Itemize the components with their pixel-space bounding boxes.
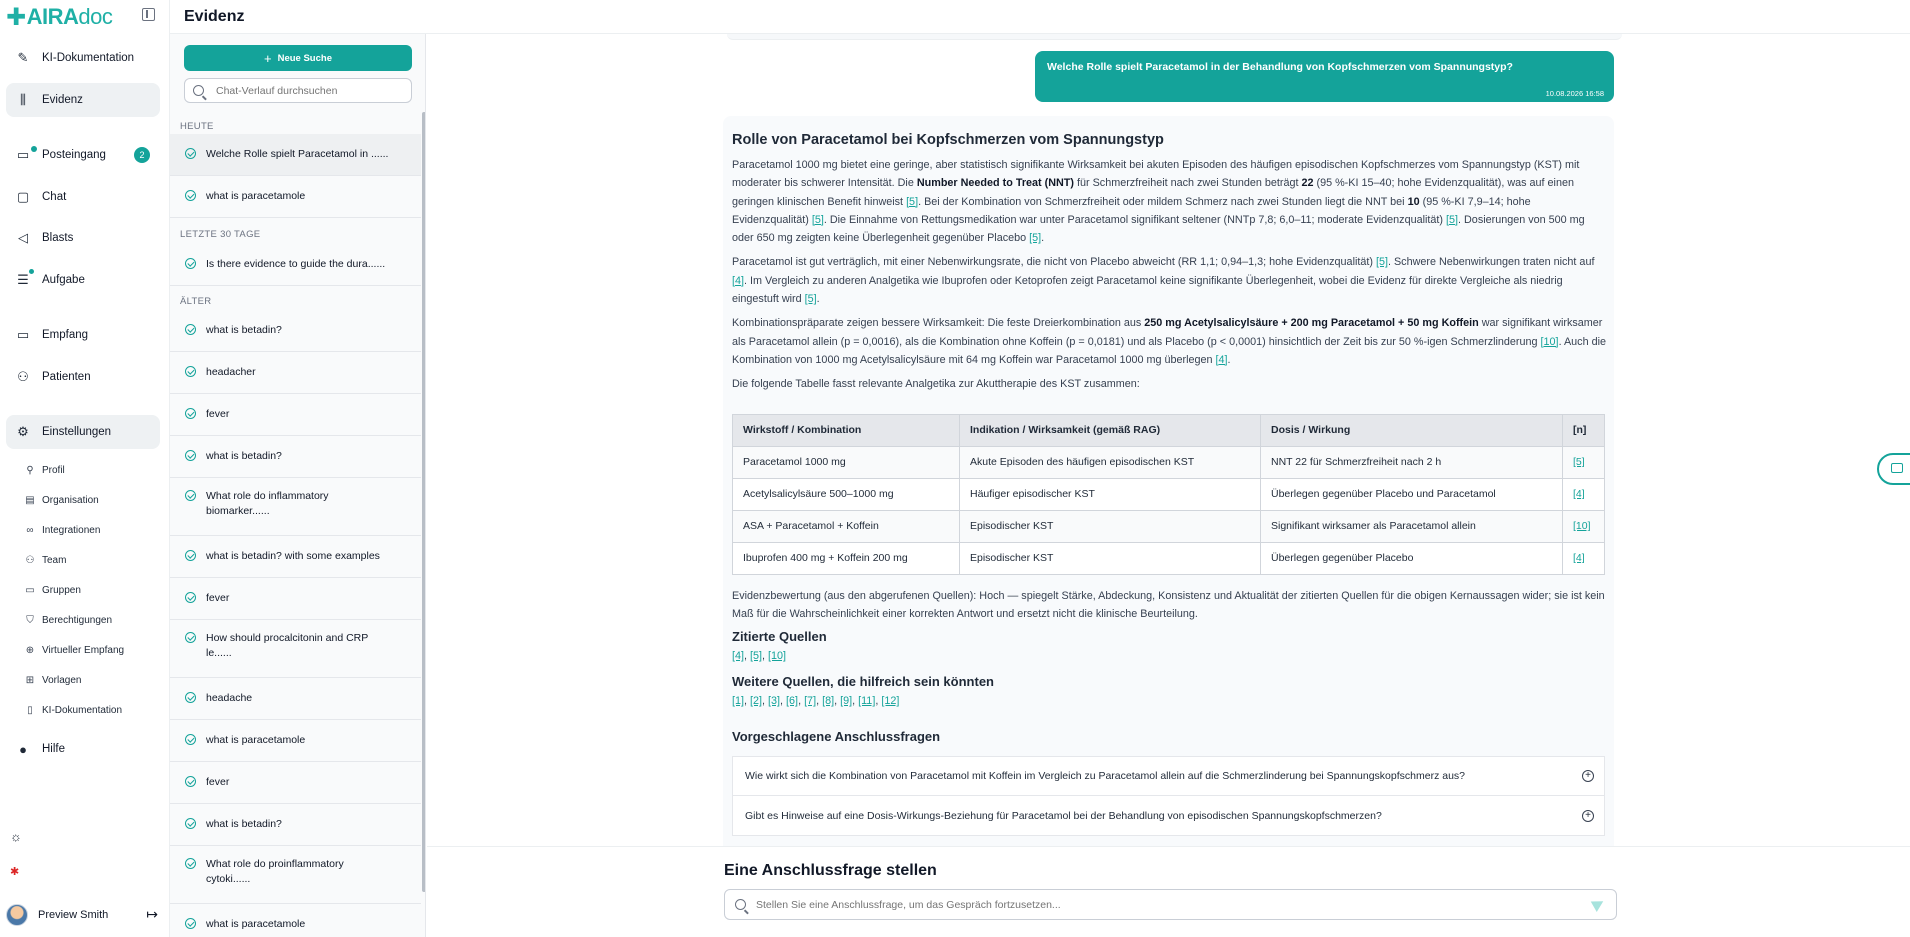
text: Kombinationspräparate zeigen bessere Wirksamkeit: Die feste Dreierkombination aus: [732, 317, 1145, 330]
link-icon: ∞: [26, 524, 34, 536]
nav-label: Evidenz: [42, 94, 83, 106]
bold-text: Number Needed to Treat (NNT): [916, 177, 1074, 190]
message-timestamp: 10.08.2026 16:58: [1545, 89, 1604, 98]
table-cell: Episodischer KST: [960, 510, 1261, 542]
inbox-count-badge: 2: [134, 147, 150, 163]
history-item[interactable]: [170, 678, 421, 720]
lightbulb-icon: ●: [19, 741, 27, 757]
table-cell: Ibuprofen 400 mg + Koffein 200 mg: [733, 542, 960, 574]
citation-link[interactable]: [5]: [1029, 232, 1042, 245]
new-search-label: Neue Suche: [277, 52, 332, 64]
citation-link[interactable]: [10]: [1573, 520, 1591, 533]
table-cell: Überlegen gegenüber Placebo und Paracetamol: [1261, 478, 1563, 510]
chat-icon: ▢: [16, 189, 30, 204]
citation-link[interactable]: [5]: [1446, 213, 1459, 226]
settings-label: Virtueller Empfang: [42, 644, 125, 656]
nav-label: Blasts: [42, 232, 74, 244]
citation-link[interactable]: [5]: [1573, 456, 1585, 469]
history-item[interactable]: [170, 394, 421, 436]
history-item-text: Is there evidence to guide the dura......: [206, 258, 386, 270]
check-circle-icon: [185, 366, 196, 377]
new-search-button[interactable]: [184, 45, 412, 71]
user-name: Preview Smith: [38, 909, 109, 921]
citation-link[interactable]: [4]: [732, 274, 745, 287]
followup-input[interactable]: [756, 899, 1576, 911]
nav-label: Empfang: [42, 329, 89, 341]
citation-link[interactable]: [4]: [732, 650, 745, 663]
history-item-text: What role do proinflammatory cytoki......: [206, 858, 344, 885]
monitor-icon: ▭: [16, 327, 30, 342]
citation-link[interactable]: [4]: [1573, 552, 1585, 565]
bold-text: 10: [1407, 195, 1420, 208]
settings-label: Organisation: [42, 494, 99, 506]
check-circle-icon: [185, 190, 196, 201]
citation-link[interactable]: [1]: [732, 695, 745, 708]
table-header: Wirkstoff / Kombination: [733, 414, 960, 446]
building-icon: ▤: [25, 494, 35, 506]
history-item-text: what is betadin? with some examples: [206, 550, 380, 562]
answer-card: [723, 116, 1614, 876]
check-circle-icon: [185, 324, 196, 335]
citation-link[interactable]: [10]: [768, 650, 787, 663]
settings-item-integrationen[interactable]: [24, 519, 100, 541]
citation-link[interactable]: [5]: [906, 195, 919, 208]
history-item-text: Welche Rolle spielt Paracetamol in ......: [206, 148, 389, 160]
shield-icon: ⛉: [26, 614, 34, 626]
app-logo[interactable]: [6, 3, 112, 31]
table-cell: Signifikant wirksamer als Paracetamol allein: [1261, 510, 1563, 542]
table-cell: Paracetamol 1000 mg: [733, 446, 960, 478]
settings-label: Integrationen: [42, 524, 101, 536]
history-item[interactable]: [170, 244, 421, 286]
citation-link[interactable]: [11]: [858, 695, 876, 708]
nav-label: Posteingang: [42, 149, 106, 161]
text: .: [1227, 353, 1231, 366]
history-item[interactable]: [170, 804, 421, 846]
plus-circle-icon: +: [1582, 770, 1594, 782]
history-item-text: How should procalcitonin and CRP le......: [206, 632, 369, 659]
logo-text-doc: doc: [78, 4, 113, 29]
history-item-text: what is betadin?: [206, 324, 282, 336]
megaphone-icon: ◁: [18, 230, 28, 245]
history-item-text: what is paracetamole: [206, 918, 306, 930]
table-header: Indikation / Wirksamkeit (gemäß RAG): [960, 414, 1261, 446]
check-circle-icon: [185, 776, 196, 787]
history-item[interactable]: [170, 478, 421, 536]
history-item[interactable]: [170, 578, 421, 620]
text: war signifikant wirksamer als Paracetamol allein (p = 0,0016), als die Kombination ohne Koffein (p = 0,0181) und als Placebo (p < 0,0001) hinsichtlich der Zeit bis zur 50 %-igen Schmerzlinderung: [732, 317, 1603, 348]
history-item[interactable]: [170, 846, 421, 904]
cited-sources-title: Zitierte Quellen: [732, 629, 827, 645]
logo-cross: ✚: [6, 3, 26, 31]
settings-item-profil[interactable]: [24, 459, 65, 481]
send-icon[interactable]: [1591, 896, 1607, 912]
robot-icon: [1891, 463, 1903, 473]
nav-label: Chat: [42, 191, 67, 203]
more-sources: [1], [2], [3], [6], [7], [8], [9], [11], [12]: [732, 695, 900, 708]
history-item[interactable]: [170, 310, 421, 352]
text: .: [1041, 232, 1045, 245]
history-scrollbar[interactable]: [422, 112, 426, 892]
check-circle-icon: [185, 550, 196, 561]
group-label-last30: LETZTE 30 TAGE: [180, 229, 261, 240]
citation-link[interactable]: [4]: [1573, 488, 1585, 501]
library-icon: ⫼: [20, 92, 26, 107]
history-item[interactable]: [170, 904, 421, 937]
answer-title: Rolle von Paracetamol bei Kopfschmerzen vom Spannungstyp: [732, 132, 1164, 148]
table-header-row: [733, 414, 1605, 446]
table-cell: [1563, 446, 1605, 478]
bold-text: 22: [1301, 177, 1314, 190]
settings-item-berechtigungen[interactable]: [24, 609, 112, 631]
table-cell: ASA + Paracetamol + Koffein: [733, 510, 960, 542]
user-icon: ⚲: [26, 464, 34, 476]
group-label-today: HEUTE: [180, 121, 214, 132]
answer-paragraph-3: [732, 314, 1606, 369]
answer-paragraph-1: [732, 156, 1606, 247]
search-icon: [735, 899, 746, 910]
table-cell: [1563, 510, 1605, 542]
history-item-text: what is paracetamole: [206, 734, 306, 746]
nav-label: Patienten: [42, 371, 91, 383]
citation-link[interactable]: [2]: [750, 695, 763, 708]
avatar: [6, 904, 28, 926]
history-item[interactable]: [170, 352, 421, 394]
check-circle-icon: [185, 632, 196, 643]
check-circle-icon: [185, 490, 196, 501]
citation-link[interactable]: [5]: [1375, 256, 1388, 269]
table-row: [733, 478, 1605, 510]
sidebar-collapse-icon[interactable]: [142, 8, 155, 21]
text: . Dosierungen von 500 mg oder 650 mg zeigten keine Überlegenheit gegenüber Placebo: [732, 213, 1585, 245]
evidence-rating: Evidenzbewertung (aus den abgerufenen Quellen): Hoch — spiegelt Stärke, Abdeckung, Konsistenz und Aktualität der zitierten Quellen für die obigen Kernaussagen wider; sie ist kein Maß für die Wahrscheinlichkeit einer korrekten Antwort und ersetzt nicht die klinische Beurteilung.: [732, 589, 1605, 620]
user-profile[interactable]: [6, 902, 164, 928]
page-title: Evidenz: [184, 8, 245, 25]
table-header: [n]: [1563, 414, 1605, 446]
logout-icon[interactable]: ↦: [146, 906, 158, 922]
settings-label: KI-Dokumentation: [42, 704, 123, 716]
previous-message-edge: [727, 34, 1622, 40]
table-row: [733, 542, 1605, 574]
table-cell: [1563, 478, 1605, 510]
nav-label: Einstellungen: [42, 426, 112, 438]
globe-icon: ⊕: [25, 644, 35, 656]
text: . Bei der Kombination von Schmerzfreiheit oder mildem Schmerz nach zwei Stunden liegt die NNT bei: [918, 195, 1408, 208]
history-item[interactable]: [170, 620, 421, 678]
history-item[interactable]: [170, 134, 421, 176]
citation-link[interactable]: [3]: [768, 695, 781, 708]
settings-label: Gruppen: [42, 584, 81, 596]
history-item-text: headache: [206, 692, 253, 704]
nav-item-ki-dokumentation[interactable]: [6, 41, 160, 75]
analgesics-table: [732, 414, 1605, 575]
theme-toggle-sun-icon[interactable]: ☼: [10, 829, 22, 844]
citation-link[interactable]: [9]: [840, 695, 853, 708]
text: .: [816, 293, 820, 306]
table-row: [733, 510, 1605, 542]
text: . Auch die Kombination von 1000 mg Acetylsalicylsäure mit 64 mg Koffein war Paracetamol 1000 mg überlegen: [732, 335, 1606, 366]
check-circle-icon: [185, 692, 196, 703]
table-intro: Die folgende Tabelle fasst relevante Analgetika zur Akuttherapie des KST zusammen:: [732, 378, 1140, 391]
citation-link[interactable]: [12]: [881, 695, 900, 708]
history-item-text: What role do inflammatory biomarker......: [206, 490, 329, 517]
history-item[interactable]: [170, 436, 421, 478]
plus-icon: +: [264, 50, 272, 66]
citation-link[interactable]: [6]: [786, 695, 799, 708]
citation-link[interactable]: [5]: [750, 650, 763, 663]
text: . Die Einnahme von Rettungsmedikation war unter Paracetamol signifikant seltener (NNTp 7,8; 6,0–11; moderate Evidenzqualität): [823, 213, 1446, 226]
chat-history-panel: [170, 34, 426, 937]
bold-text: 250 mg Acetylsalicylsäure + 200 mg Paracetamol + 50 mg Koffein: [1144, 317, 1479, 330]
template-icon: ⊞: [25, 674, 35, 686]
folder-icon: ▭: [25, 584, 35, 596]
settings-label: Vorlagen: [42, 674, 82, 686]
document-icon: ▯: [27, 704, 33, 716]
history-item[interactable]: [170, 536, 421, 578]
nav-label: Aufgabe: [42, 274, 85, 286]
text: (95 %-KI 7,9–14; hohe Evidenzqualität): [732, 195, 1531, 226]
history-search-input[interactable]: [216, 85, 396, 97]
check-circle-icon: [185, 858, 196, 869]
nav-item-empfang[interactable]: [6, 318, 160, 352]
settings-item-vorlagen[interactable]: [24, 669, 81, 691]
history-item-text: fever: [206, 408, 230, 420]
text: Paracetamol ist gut verträglich, mit einer Nebenwirkungsrate, die nicht von Placebo abweicht (RR 1,1; 0,94–1,3; hohe Evidenzqualität): [732, 256, 1376, 269]
citation-link[interactable]: [8]: [822, 695, 835, 708]
nav-item-aufgabe[interactable]: [6, 263, 160, 297]
followup-question[interactable]: [732, 756, 1605, 796]
text: für Schmerzfreiheit nach zwei Stunden beträgt: [1074, 177, 1302, 190]
history-item[interactable]: [170, 762, 421, 804]
followup-composer: [427, 846, 1910, 937]
assistant-bot-button[interactable]: [1877, 453, 1910, 485]
text: Paracetamol 1000 mg bietet eine geringe, aber statistisch signifikante Wirksamkeit bei akuten Episoden des häufigen episodischen Kopfschmerzes vom Spannungstyp (KST) mit moderater bis schwerer Intensität. Die: [732, 159, 1580, 190]
citation-link[interactable]: [4]: [1215, 353, 1228, 366]
settings-item-organisation[interactable]: [24, 489, 99, 511]
nav-label: Hilfe: [42, 743, 66, 755]
history-item-text: what is betadin?: [206, 818, 282, 830]
check-circle-icon: [185, 450, 196, 461]
text: . Schwere Nebenwirkungen traten nicht auf: [1387, 256, 1595, 269]
table-cell: [1563, 542, 1605, 574]
group-label-older: ÄLTER: [180, 296, 212, 307]
table-cell: Akute Episoden des häufigen episodischen KST: [960, 446, 1261, 478]
check-circle-icon: [185, 734, 196, 745]
text: . Im Vergleich zu anderen Analgetika wie Ibuprofen oder Ketoprofen zeigt Paracetamol keine signifikante Überlegenheit, wobei die Evidenz für direkte Vergleiche als niedrig eingestuft wird: [732, 274, 1563, 306]
history-item-text: headacher: [206, 366, 256, 378]
citation-link[interactable]: [5]: [811, 213, 824, 226]
nav-item-evidenz[interactable]: [6, 83, 160, 117]
history-item-text: what is paracetamole: [206, 190, 306, 202]
table-header: Dosis / Wirkung: [1261, 414, 1563, 446]
users-icon: ⚇: [17, 369, 29, 384]
text: (95 %-KI 15–40; hohe Evidenzqualität), was auf einen geringen klinischen Benefit hinweist: [732, 177, 1574, 208]
history-item-text: fever: [206, 592, 230, 604]
check-circle-icon: [185, 818, 196, 829]
table-cell: Episodischer KST: [960, 542, 1261, 574]
nav-item-hilfe[interactable]: [6, 732, 160, 766]
followup-input-box[interactable]: [724, 889, 1617, 920]
check-circle-icon: [185, 592, 196, 603]
search-icon: [193, 85, 204, 96]
history-search-box[interactable]: [184, 78, 412, 103]
followup-text: Gibt es Hinweise auf eine Dosis-Wirkungs-Beziehung für Paracetamol bei der Behandlung von episodischen Spannungskopfschmerzen?: [745, 809, 1382, 822]
table-row: [733, 446, 1605, 478]
settings-label: Profil: [42, 464, 65, 476]
citation-link[interactable]: [7]: [804, 695, 817, 708]
inbox-icon: ▭: [16, 147, 30, 162]
unread-dot: [31, 146, 37, 152]
followup-question[interactable]: [732, 796, 1605, 836]
nav-item-chat[interactable]: [6, 180, 160, 214]
table-cell: NNT 22 für Schmerzfreiheit nach 2 h: [1261, 446, 1563, 478]
task-dot: [29, 269, 34, 274]
check-circle-icon: [185, 148, 196, 159]
history-item-text: fever: [206, 776, 230, 788]
more-sources-title: Weitere Quellen, die hilfreich sein könnten: [732, 674, 994, 690]
nav-item-einstellungen[interactable]: [6, 415, 160, 449]
history-item[interactable]: [170, 720, 421, 762]
followup-text: Wie wirkt sich die Kombination von Paracetamol mit Koffein im Vergleich zu Paracetamol allein auf die Schmerzlinderung bei Spannungskopfschmerz aus?: [745, 770, 1466, 783]
check-circle-icon: [185, 258, 196, 269]
settings-item-ki-dokumentation[interactable]: [24, 699, 122, 721]
logo-text-aira: AIRA: [26, 4, 79, 29]
conversation-area: [427, 34, 1910, 937]
bug-report-icon[interactable]: ✱: [10, 866, 20, 878]
user-question-bubble: [1035, 51, 1614, 102]
cited-sources: [4], [5], [10]: [732, 650, 787, 663]
settings-item-team[interactable]: [24, 549, 66, 571]
check-circle-icon: [185, 408, 196, 419]
settings-item-virtueller-empfang[interactable]: [24, 639, 124, 661]
settings-label: Berechtigungen: [42, 614, 113, 626]
nav-item-posteingang[interactable]: [6, 138, 160, 172]
history-item-text: what is betadin?: [206, 450, 282, 462]
gear-icon: ⚙: [17, 424, 29, 439]
table-cell: Acetylsalicylsäure 500–1000 mg: [733, 478, 960, 510]
wand-icon: ✎: [17, 50, 29, 65]
settings-label: Team: [42, 554, 67, 566]
check-circle-icon: [185, 918, 196, 929]
tasks-icon: ☰: [17, 272, 29, 287]
followup-title: Vorgeschlagene Anschlussfragen: [732, 729, 941, 745]
nav-label: KI-Dokumentation: [42, 52, 135, 64]
main-navigation: [0, 0, 170, 937]
answer-paragraph-2: [732, 253, 1606, 308]
nav-item-patienten[interactable]: [6, 360, 160, 394]
composer-title: Eine Anschlussfrage stellen: [724, 862, 937, 879]
citation-link[interactable]: [5]: [804, 293, 817, 306]
history-item[interactable]: [170, 176, 421, 218]
settings-item-gruppen[interactable]: [24, 579, 81, 601]
top-header: [170, 0, 1910, 34]
table-cell: Überlegen gegenüber Placebo: [1261, 542, 1563, 574]
citation-link[interactable]: [10]: [1540, 335, 1559, 348]
plus-circle-icon: +: [1582, 810, 1594, 822]
question-text: Welche Rolle spielt Paracetamol in der Behandlung von Kopfschmerzen vom Spannungstyp?: [1047, 61, 1513, 73]
table-cell: Häufiger episodischer KST: [960, 478, 1261, 510]
nav-item-blasts[interactable]: [6, 221, 160, 255]
team-icon: ⚇: [25, 554, 35, 566]
